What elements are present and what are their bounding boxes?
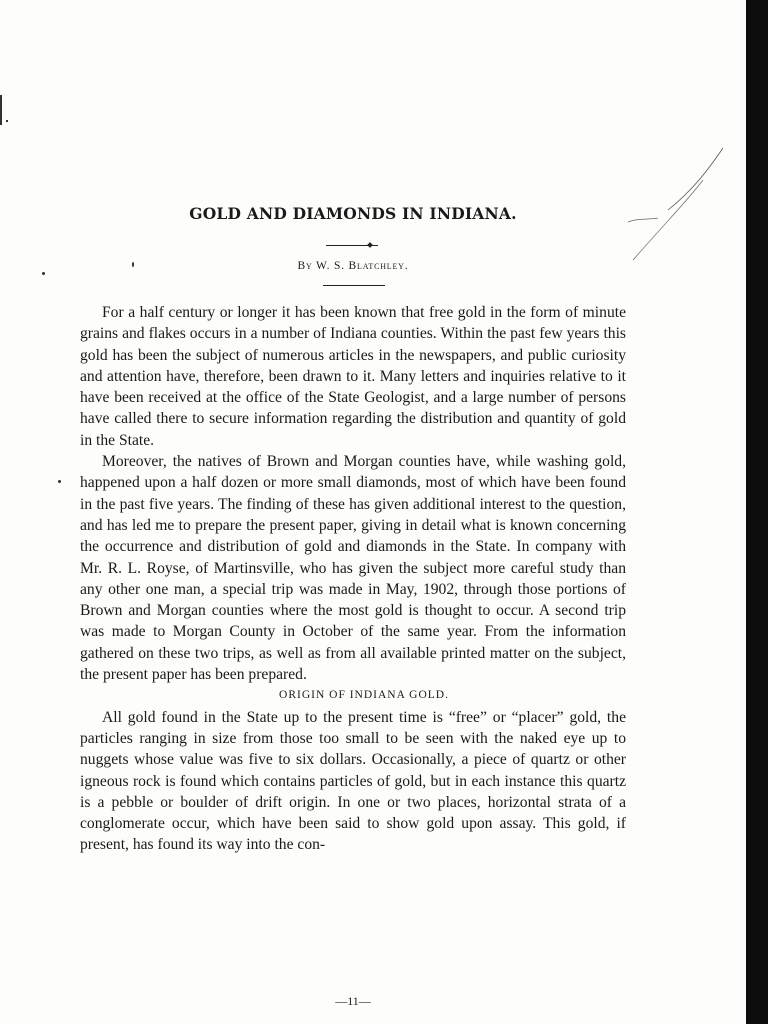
scan-speck	[58, 480, 61, 483]
byline-text: By W. S. Blatchley.	[297, 260, 409, 272]
scan-speck	[42, 272, 45, 275]
scan-mark-left-dot	[6, 120, 8, 122]
byline-divider	[323, 285, 385, 286]
scan-border-right	[746, 0, 768, 1024]
title-divider	[326, 245, 378, 246]
article-byline	[80, 260, 626, 272]
body-paragraph: All gold found in the State up to the present time is “free” or “placer” gold, the particles ranging in size from those too small to be seen with the naked eye up to nuggets whose value was five to six dollars. Occasionally, a piece of quartz or other igneous rock is found which contains particles of gold, but in each instance this quartz is a pebble or boulder of drift origin. In one or two places, horizontal strata of a conglomerate occur, which have been said to show gold upon assay. This gold, if present, has found its way into the con-	[80, 708, 626, 854]
scan-mark-left	[0, 95, 2, 125]
page-number: —11—	[335, 994, 371, 1008]
body-paragraph: Moreover, the natives of Brown and Morgan counties have, while washing gold, happened upon a half dozen or more small diamonds, most of which have been found in the past five years. The finding of these has given additional interest to the question, and has led me to prepare the present paper, giving in detail what is known concerning the occurrence and distribution of gold and diamonds in the State. In company with Mr. R. L. Royse, of Martinsville, who has given the subject more careful study than any other one man, a special trip was made in May, 1902, through those portions of Brown and Morgan counties where the most gold is thought to occur. A second trip was made to Morgan County in October of the same year. From the information gathered on these two trips, as well as from all available printed matter on the subject, the present paper has been prepared.	[80, 453, 626, 684]
section-heading: ORIGIN OF INDIANA GOLD.	[279, 689, 449, 702]
article-body	[80, 302, 626, 856]
body-paragraph: For a half century or longer it has been known that free gold in the form of minute grains and flakes occurs in a number of Indiana counties. Within the past few years this gold has been the subject of numerous articles in the newspapers, and public curiosity and attention have, therefore, been drawn to it. Many letters and inquiries relative to it have been received at the office of the State Geologist, and a large number of persons have called there to secure information regarding the distribution and quantity of gold in the State.	[80, 304, 626, 449]
article-title: GOLD AND DIAMONDS IN INDIANA.	[189, 204, 517, 223]
